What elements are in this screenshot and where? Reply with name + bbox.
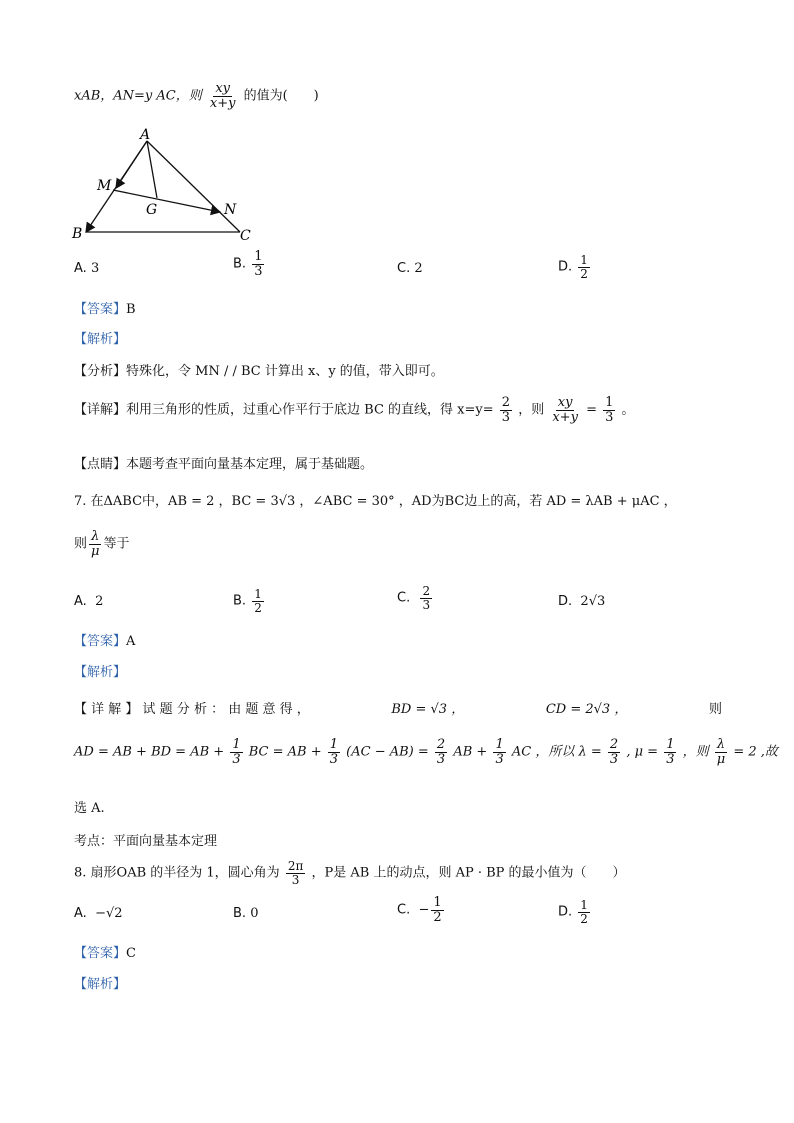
q7-analysis-heading: 【解析】 <box>74 665 127 680</box>
label-a: A <box>140 127 151 143</box>
q8-analysis-heading: 【解析】 <box>74 977 127 992</box>
triangle-figure <box>70 126 270 241</box>
q7-answer: 【答案】A <box>74 634 136 649</box>
segment-mn <box>113 190 220 212</box>
q8-choice-d: D. $\frac{1}{2}$ <box>558 898 588 926</box>
label-n: N <box>224 202 237 218</box>
vector-am <box>116 141 147 188</box>
q7-choice-d: D. 2√3 <box>558 594 606 609</box>
label-c: C <box>240 228 251 241</box>
q7-equation: AD = AB + BD = AB + $\frac{1}{3}$ BC = AB + $\frac{1}{3}$ (AC − AB) = $\frac{2}{3}$ AB + $\frac{1}{3}$ AC ，所以 λ = $\frac{2}{3}$ , μ = $\frac{1}{3}$ ，则 $\frac{\lambda}{\mu}$ = 2 ,故 <box>74 737 778 767</box>
q6-analysis-heading: 【解析】 <box>74 332 127 347</box>
q8-choice-a: A. −√2 <box>74 906 123 921</box>
q6-choice-d: D. $\frac{1}{2}$ <box>558 253 588 281</box>
edge-ac <box>147 141 240 232</box>
q6-detail: 【详解】利用三角形的性质，过重心作平行于底边 BC 的直线，得 x=y= $\frac{2}{3}$ ，则 $\frac{xy}{x+y}$ = $\frac{1}{3}$ 。 <box>74 395 635 425</box>
q7-choice-a: A. 2 <box>74 594 104 609</box>
q7-choice-c: C. $\frac{2}{3}$ <box>397 584 431 612</box>
label-m: M <box>97 178 112 194</box>
q8-stem: 8. 扇形OAB 的半径为 1，圆心角为 $\frac{2\pi}{3}$ ，P是 AB 上的动点，则 AP · BP 的最小值为（ ） <box>74 859 626 887</box>
q6-choice-a: A. 3 <box>74 261 100 276</box>
q7-stem2: 则 $\frac{\lambda}{\mu}$ 等于 <box>74 529 130 559</box>
q6-choice-c: C. 2 <box>397 261 423 276</box>
q8-answer: 【答案】C <box>74 946 136 961</box>
q7-detail-line: 【 详 解 】 试 题 分 析 ： 由 题 意 得 ， BD = √3 ， CD = 2√3 ， 则 <box>74 702 722 717</box>
q7-stem: 7. 在ΔABC中，AB = 2 ，BC = 3√3 ，∠ABC = 30° ，AD为BC边上的高，若 AD = λAB + μAC ， <box>74 494 677 509</box>
q6-stem-fraction: $\frac{xy}{x+y}$ <box>209 81 236 111</box>
q6-choice-b: B. $\frac{1}{3}$ <box>233 249 263 279</box>
q6-dianjing: 【点睛】本题考查平面向量基本定理，属于基础题。 <box>74 457 374 472</box>
q6-stem-text: xAB，AN=y AC，则 <box>74 88 202 104</box>
label-g: G <box>146 202 158 218</box>
q6-answer: 【答案】B <box>74 302 136 317</box>
q6-stem-end: 的值为( ) <box>243 88 319 104</box>
q6-fenxi: 【分析】特殊化，令 MN / / BC 计算出 x、y 的值，带入即可。 <box>74 364 444 379</box>
q8-choice-c: C. − $\frac{1}{2}$ <box>397 895 442 925</box>
label-b: B <box>72 226 83 241</box>
q8-choice-b: B. 0 <box>233 906 259 921</box>
q7-choice-b: B. $\frac{1}{2}$ <box>233 587 262 615</box>
q7-end: 选 A. <box>74 801 105 816</box>
q7-kaodian: 考点：平面向量基本定理 <box>74 834 218 849</box>
q6-stem-tail <box>74 82 319 110</box>
